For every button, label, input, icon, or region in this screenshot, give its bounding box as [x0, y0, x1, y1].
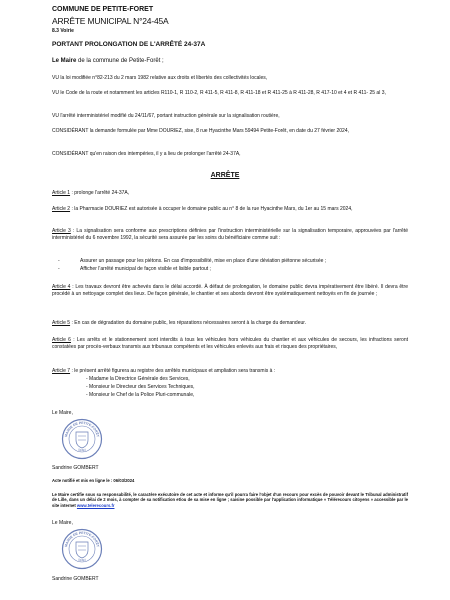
- publication-date: Acte notifié et mis en ligne le : 06/03/2024: [52, 478, 135, 483]
- article-7: [52, 368, 408, 375]
- arrete-number: ARRÊTE MUNICIPAL N°24-45A: [52, 16, 169, 26]
- recipient-1: - Madame la Directrice Générale des Services,: [86, 376, 190, 382]
- signature-name-2: Sandrine GOMBERT: [52, 576, 99, 582]
- maire-bold: Le Maire: [52, 58, 77, 64]
- visa-2: VU le Code de la route et notamment les articles R110-1, R 110-2, R 411-5, R 411-8, R 411-18 et R 411-25 à R 411-28, R 417-10 et 4 et R 411- 25 al 3,: [52, 90, 386, 96]
- article-text: : Les travaux devront être achevés dans le délai accordé. À défaut de prolongation, le domaine public devra impérativement être libéré. Il devra être procédé à un nettoyage complet des lieux. De façon générale, le chantier et ses abords devront être systématiquement nettoyés en fin de journée ;: [52, 284, 409, 298]
- recours-notice: [52, 492, 408, 508]
- recipient-3: - Monsieur le Chef de la Police Pluri-communale,: [86, 392, 195, 398]
- arrete-title: ARRÊTE: [210, 172, 240, 179]
- article-label: Article 5: [52, 320, 71, 326]
- article-text: : Les arrêts et le stationnement sont interdits à tous les véhicules hors véhicules du chantier et aux véhicules de secours, les infractions seront constatées par procès-verbaux transmis aux tribunaux compétents et les véhicules enlevés aux frais et risques des propriétaires,: [52, 337, 409, 351]
- visa-1: VU la loi modifiée n°82-213 du 2 mars 1982 relative aux droits et libertés des collectivités locales,: [52, 75, 268, 81]
- article-1: [52, 190, 408, 197]
- article-label: Article 2: [52, 206, 71, 212]
- seal-top-text: MAIRIE DE PETITE-FORÊT: [64, 420, 100, 438]
- service-label: 8.3 Voirie: [52, 28, 74, 34]
- article-label: Article 3: [52, 228, 71, 234]
- article-3-bullet-2: Afficher l'arrêté municipal de façon visible et lisible partout ;: [80, 266, 211, 272]
- seal-bottom-text: 59494: [77, 557, 87, 563]
- signature-le-maire-2: Le Maire,: [52, 520, 73, 526]
- article-3-bullet-1: Assurer un passage pour les piétons. En cas d'impossibilité, mise en place d'une déviation piétonne sécurisée ;: [80, 258, 327, 264]
- signature-name: Sandrine GOMBERT: [52, 465, 99, 471]
- arrete-objet: PORTANT PROLONGATION DE L'ARRÊTÉ 24-37A: [52, 41, 206, 48]
- article-text: : prolonge l'arrêté 24-37A,: [70, 190, 130, 196]
- article-text: : la Pharmacie DOURIEZ est autorisée à occuper le domaine public au n° 8 de la rue Hyacinthe Mars, du 1er au 15 mars 2024,: [70, 206, 353, 212]
- seal-bottom-text: 59494: [77, 447, 87, 453]
- visa-4: CONSIDÉRANT la demande formulée par Mme DOURIEZ, sise, 8 rue Hyacinthe Mars 59494 Petite-Forêt, en date du 27 février 2024,: [52, 128, 349, 134]
- town-seal: [61, 528, 103, 570]
- telerecours-link[interactable]: www.telerecours.fr: [76, 502, 115, 508]
- article-5: [52, 320, 408, 327]
- article-3: [52, 228, 408, 242]
- maire-rest: de la commune de Petite-Forêt ;: [76, 58, 164, 64]
- visa-3: VU l'arrêté interministériel modifié du 24/11/67, portant instruction générale sur la signalisation routière,: [52, 113, 280, 119]
- article-6: [52, 337, 408, 351]
- article-label: Article 1: [52, 190, 71, 196]
- article-label: Article 6: [52, 337, 71, 343]
- town-seal: [61, 418, 103, 460]
- maire-intro: [52, 58, 164, 64]
- recours-text: Le Maire certifie sous sa responsabilité, le caractère exécutoire de cet acte et informe qu'il pourra faire l'objet d'un recours pour excès de pouvoir devant le Tribunal administratif de Lille, dans un délai de 2 mois, à compter de sa notification et/ou de sa mise en ligne ; saisine possible par l'application informatique « Télérecours citoyens » accessible par le site internet: [52, 492, 408, 508]
- article-label: Article 4: [52, 284, 71, 290]
- article-text: : La signalisation sera conforme aux prescriptions définies par l'instruction interministérielle sur la signalisation temporaire, approuvées par l'arrêté interministériel du 6 novembre 1992, la sécurité sera assurée par les soins du bénéficiaire comme suit :: [52, 228, 408, 242]
- article-text: : En cas de dégradation du domaine public, les réparations nécessaires seront à la charge du demandeur.: [70, 320, 307, 326]
- article-text: : le présent arrêté figurera au registre des arrêtés municipaux et ampliation sera transmis à :: [70, 368, 276, 374]
- bullet-mark: -: [58, 258, 60, 264]
- visa-5: CONSIDÉRANT qu'en raison des intempéries, il y a lieu de prolonger l'arrêté 24-37A,: [52, 151, 241, 157]
- article-label: Article 7: [52, 368, 71, 374]
- commune-title: COMMUNE DE PETITE-FORET: [52, 6, 154, 13]
- article-4: [52, 284, 408, 298]
- seal-top-text: MAIRIE DE PETITE-FORÊT: [64, 530, 100, 548]
- recipient-2: - Monsieur le Directeur des Services Techniques,: [86, 384, 195, 390]
- signature-le-maire: Le Maire,: [52, 410, 73, 416]
- article-2: [52, 206, 408, 213]
- bullet-mark: -: [58, 266, 60, 272]
